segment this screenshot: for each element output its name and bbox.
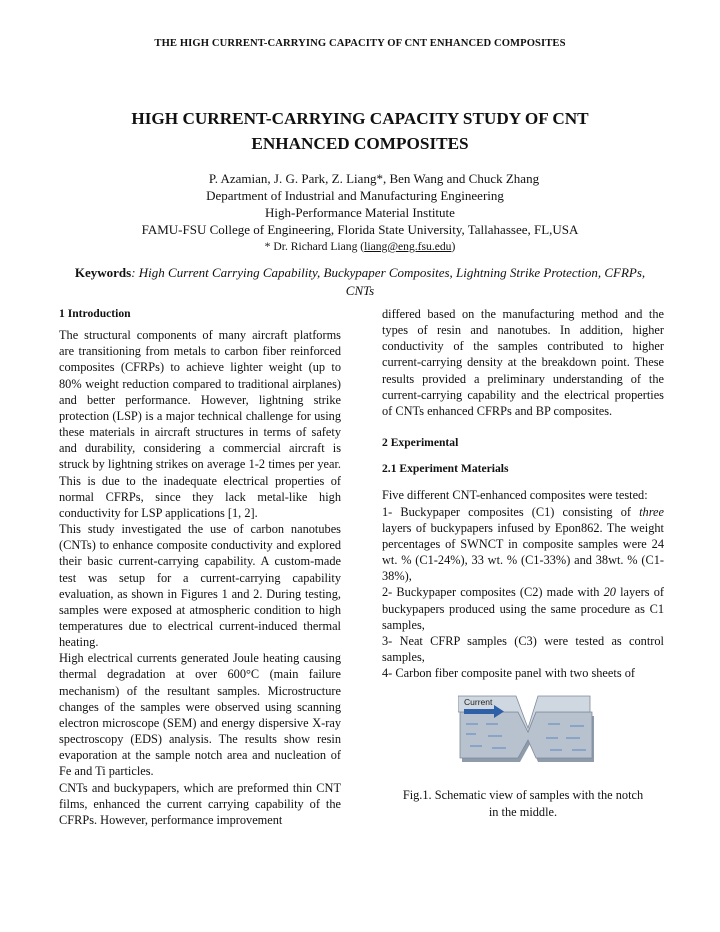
title-line-2: ENHANCED COMPOSITES: [251, 134, 469, 153]
materials-item-4: 4- Carbon fiber composite panel with two sheets of: [382, 666, 635, 681]
keywords: [70, 264, 650, 300]
introduction-heading: 1 Introduction: [59, 307, 131, 320]
materials-subheading: 2.1 Experiment Materials: [382, 462, 509, 476]
right-column: [382, 306, 664, 681]
sample-schematic-figure: [458, 692, 598, 770]
keywords-text: : High Current Carrying Capability, Buckypaper Composites, Lightning Strike Protection, CFRPs, CNTs: [131, 265, 646, 298]
affiliation-institute: High-Performance Material Institute: [265, 205, 455, 220]
intro-paragraph-1: The structural components of many aircraft platforms are transitioning from metals to carbon fiber reinforced composites (CFRPs) to achieve lighter weight (up to 80% weight reduction compared to traditional airplanes) and better performance. However, lightning strike protection (LSP) is a major technical challenge for using these materials in aircraft structures in terms of safety and durability, considering a commercial aircraft is struck by lightning strikes on average 1-2 times per year. This is due to the inadequate electrical properties of normal CFRPs, since they lack metal-like high conductivity for LSP applications [1, 2].: [59, 328, 341, 520]
materials-item-3: 3- Neat CFRP samples (C3) were tested as control samples,: [382, 633, 664, 664]
corresponding-prefix: * Dr. Richard Liang (: [264, 240, 365, 253]
materials-intro: Five different CNT-enhanced composites were tested:: [382, 488, 648, 503]
keywords-label: Keywords: [74, 265, 132, 280]
caption-line-2: in the middle.: [488, 805, 558, 819]
title-line-1: HIGH CURRENT-CARRYING CAPACITY STUDY OF CNT: [131, 109, 589, 128]
running-header: THE HIGH CURRENT-CARRYING CAPACITY OF CNT ENHANCED COMPOSITES: [154, 38, 566, 49]
current-label: Current: [464, 697, 493, 707]
paper-title: [60, 106, 660, 156]
materials-item-2: 2- Buckypaper composites (C2) made with 20 layers of buckypapers produced using the same procedure as C1 samples,: [382, 585, 664, 632]
corresponding-author: [0, 239, 720, 255]
intro-paragraph-4: CNTs and buckypapers, which are preformed thin CNT films, enhanced the current carrying capability of the CFRPs. However, performance improvement: [59, 780, 341, 827]
intro-paragraph-2: This study investigated the use of carbon nanotubes (CNTs) to enhance composite conductivity and explored their basic current-carrying capability. A custom-made test was setup for a current-carrying capability evaluation, as shown in Figures 1 and 2. During testing, samples were exposed at atmospheric condition to high temperatures due to electrical current-induced thermal heating.: [59, 522, 341, 650]
intro-paragraph-3: High electrical currents generated Joule heating causing thermal degradation at over 600°C (main failure mechanism) of the resultant samples. Microstructure changes of the samples were observed using scanning electron microscope (SEM) and energy dispersive X-ray spectroscopy (EDS) analysis. The results show resin evaporation at the sample notch area and nucleation of Fe and Ti particles.: [59, 651, 341, 779]
corresponding-suffix: ): [451, 240, 456, 253]
figure-caption: [382, 787, 664, 821]
affiliation-department: Department of Industrial and Manufacturing Engineering: [206, 188, 504, 203]
caption-line-1: Fig.1. Schematic view of samples with the notch: [402, 788, 644, 802]
intro-continuation: differed based on the manufacturing method and the types of resin and nanotubes. In addition, higher conductivity of the samples contributed to higher current-carrying density at the breakdown point. These results provided a preliminary understanding of the current-carrying capability and the electrical properties of CNTs enhanced CFRPs and BP composites.: [382, 307, 664, 418]
experimental-heading: 2 Experimental: [382, 436, 459, 450]
author-list: P. Azamian, J. G. Park, Z. Liang*, Ben Wang and Chuck Zhang: [208, 171, 540, 186]
affiliation-college: FAMU-FSU College of Engineering, Florida State University, Tallahassee, FL,USA: [141, 222, 579, 237]
email-link[interactable]: liang@eng.fsu.edu: [364, 240, 452, 253]
materials-item-1: 1- Buckypaper composites (C1) consisting of three layers of buckypapers infused by Epon862. The weight percentages of SWNCT in composite samples were 24 wt. % (C1-24%), 33 wt. % (C1-33%) and 38wt. % (C1-38%),: [382, 504, 664, 584]
left-column: [59, 306, 341, 828]
